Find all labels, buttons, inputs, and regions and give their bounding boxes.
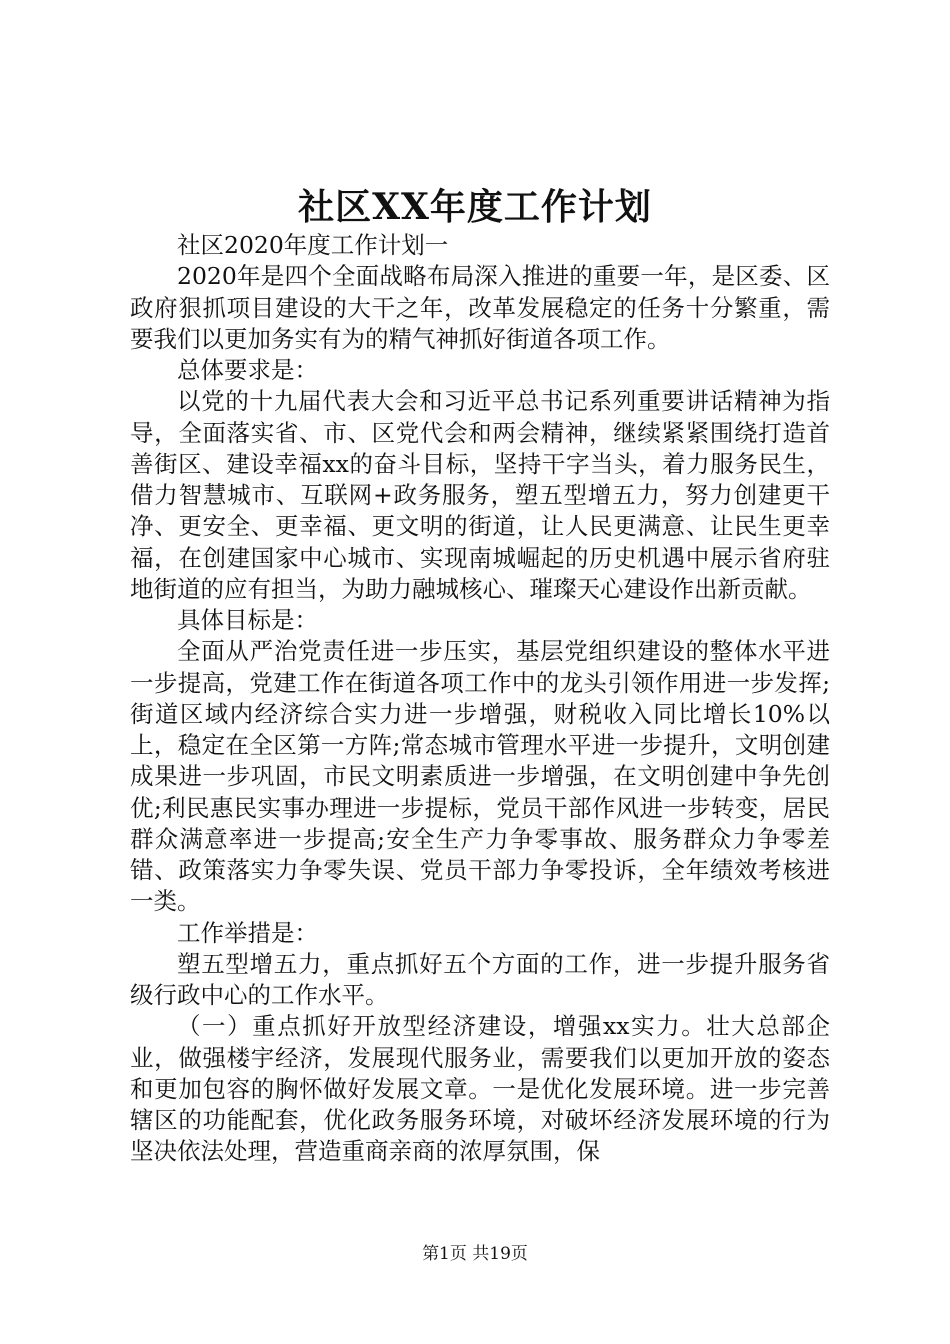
paragraph-measure-one: （一）重点抓好开放型经济建设，增强xx实力。壮大总部企业，做强楼宇经济，发展现代服务业，需要我们以更加开放的姿态和更加包容的胸怀做好发展文章。一是优化发展环境。进一步完善辖区的功能配套，优化政务服务环境，对破坏经济发展环境的行为坚决依法处理，营造重商亲商的浓厚氛围，保 xyxy=(130,1012,830,1166)
paragraph-heading-overall: 总体要求是： xyxy=(177,356,318,384)
document-body xyxy=(130,230,830,1168)
page-footer: 第1页 共19页 xyxy=(422,1244,528,1264)
paragraph-subtitle: 社区2020年度工作计划一 xyxy=(177,231,449,259)
paragraph-heading-measures: 工作举措是： xyxy=(177,918,318,947)
paragraph-measures-summary: 塑五型增五力，重点抓好五个方面的工作，进一步提升服务省级行政中心的工作水平。 xyxy=(130,949,830,1009)
paragraph-overall-requirements: 以党的十九届代表大会和习近平总书记系列重要讲话精神为指导，全面落实省、市、区党代会和两会精神，继续紧紧围绕打造首善街区、建设幸福xx的奋斗目标，坚持干字当头，着力服务民生，借力智慧城市、互联网+政务服务，塑五型增五力，努力创建更干净、更安全、更幸福、更文明的街道，让人民更满意、让民生更幸福，在创建国家中心城市、实现南城崛起的历史机遇中展示省府驻地街道的应有担当，为助力融城核心、璀璨天心建设作出新贡献。 xyxy=(130,387,830,603)
document-title: 社区XX年度工作计划 xyxy=(298,186,652,228)
paragraph-specific-goals: 全面从严治党责任进一步压实，基层党组织建设的整体水平进一步提高，党建工作在街道各项工作中的龙头引领作用进一步发挥;街道区域内经济综合实力进一步增强，财税收入同比增长10%以上，稳定在全区第一方阵;常态城市管理水平进一步提升，文明创建成果进一步巩固，市民文明素质进一步增强，在文明创建中争先创优;利民惠民实事办理进一步提标，党员干部作风进一步转变，居民群众满意率进一步提高;安全生产力争零事故、服务群众力争零差错、政策落实力争零失误、党员干部力争零投诉，全年绩效考核进一类。 xyxy=(130,637,830,916)
paragraph-heading-goals: 具体目标是： xyxy=(177,606,318,634)
paragraph-intro: 2020年是四个全面战略布局深入推进的重要一年，是区委、区政府狠抓项目建设的大干之年，改革发展稳定的任务十分繁重，需要我们以更加务实有为的精气神抓好街道各项工作。 xyxy=(130,262,830,353)
